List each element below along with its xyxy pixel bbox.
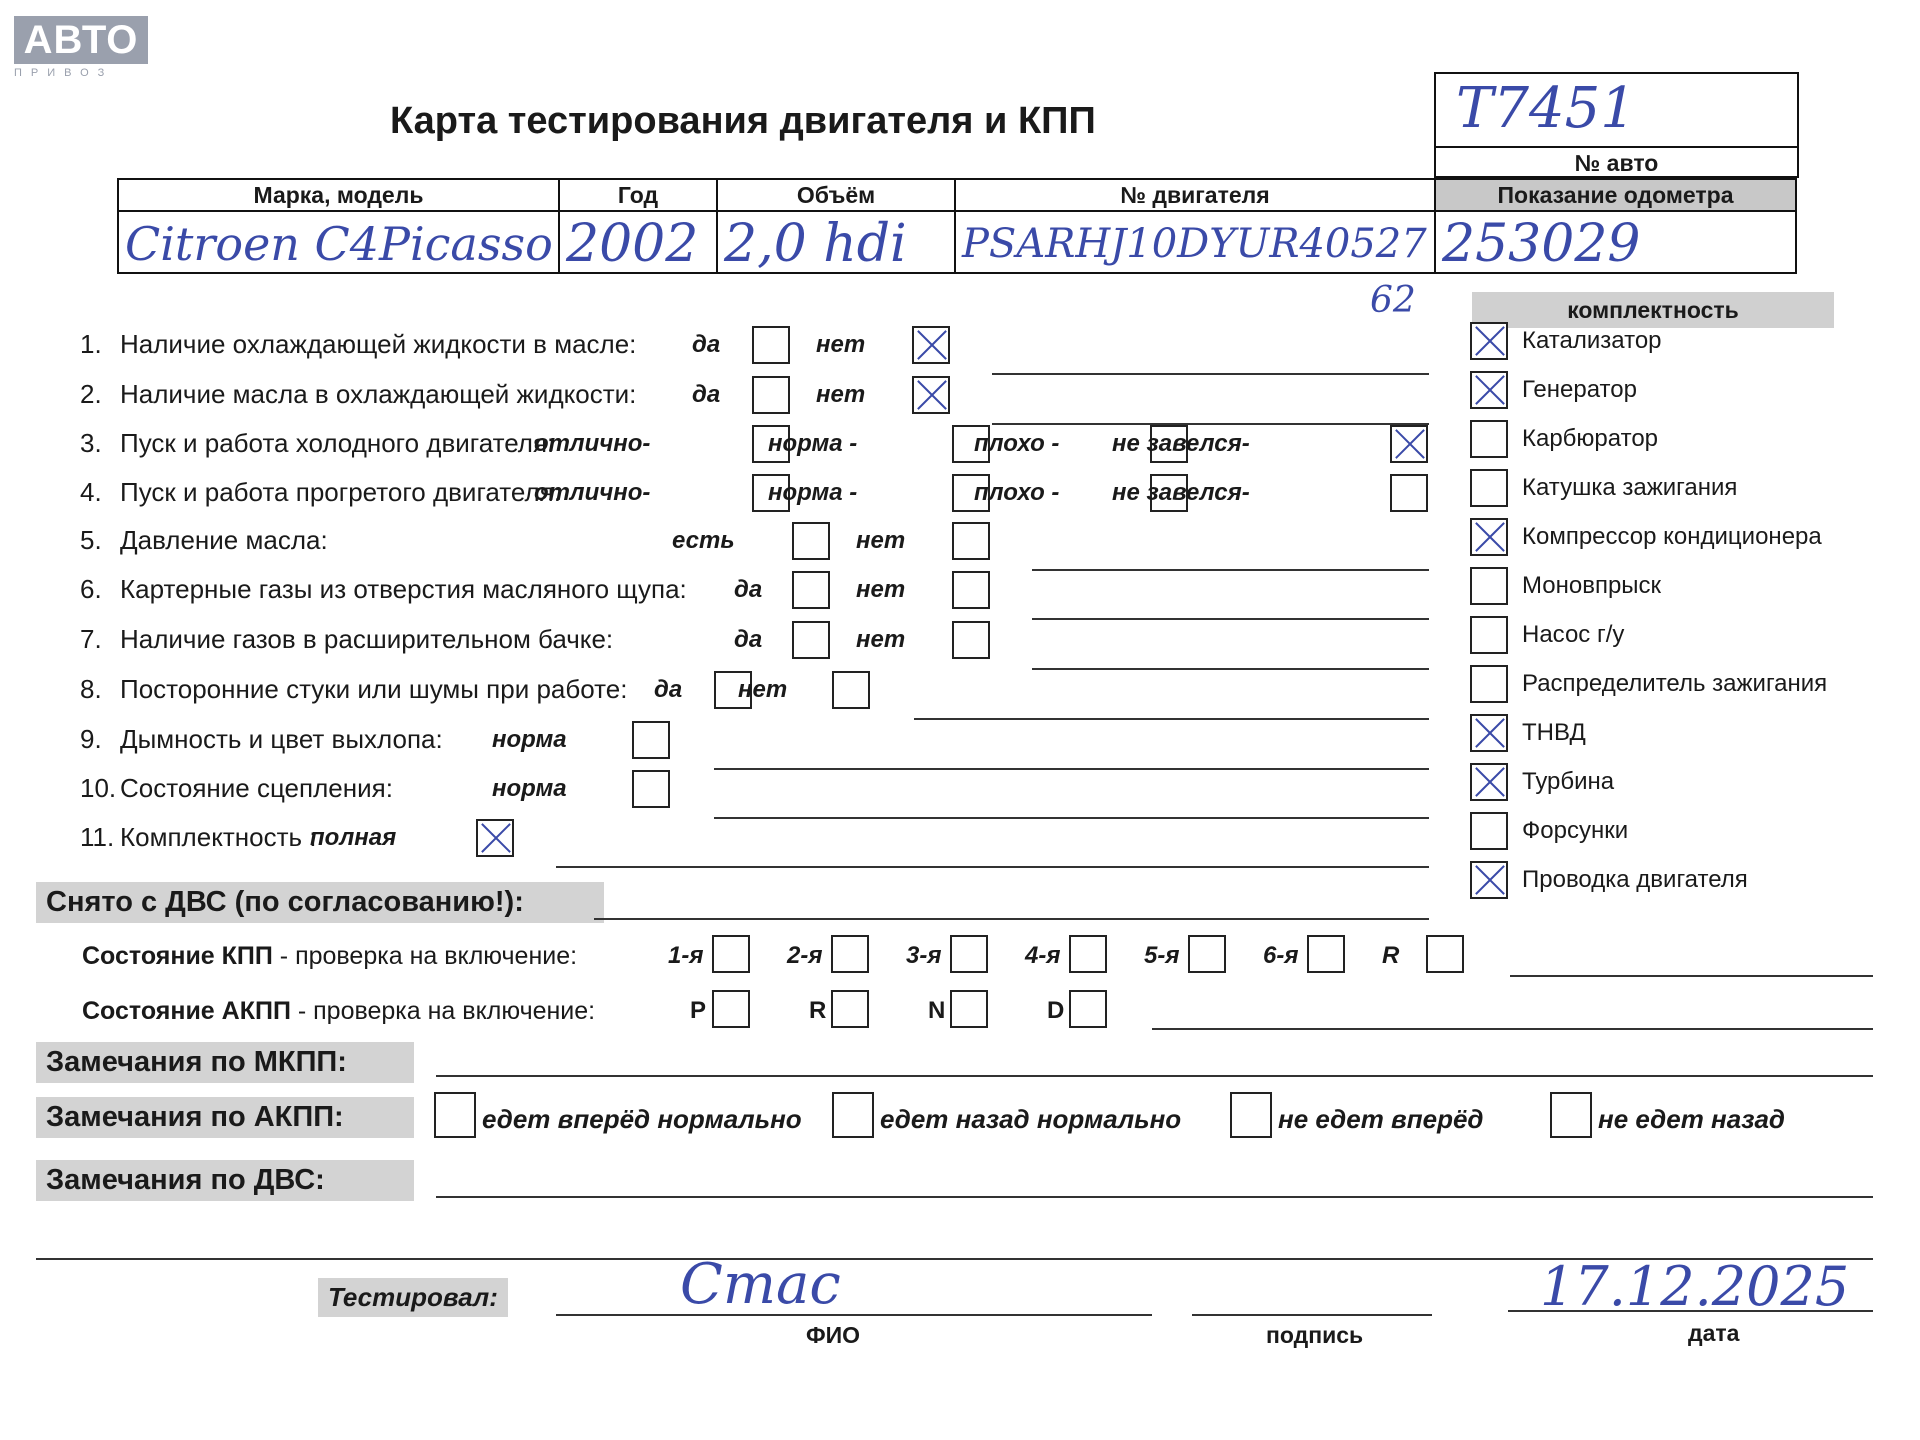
- akpp-label-rest: - проверка на включение:: [290, 997, 596, 1025]
- gear-label: 5-я: [1144, 942, 1180, 969]
- car-number-label: № авто: [1434, 148, 1799, 178]
- checkbox[interactable]: [912, 326, 950, 364]
- gear-label: 2-я: [787, 942, 823, 969]
- kit-checkbox[interactable]: [1470, 322, 1508, 360]
- akpp-remark-option: едет вперёд нормально: [482, 1104, 802, 1134]
- check-number: 3.: [80, 428, 102, 458]
- kit-checkbox[interactable]: [1470, 812, 1508, 850]
- kit-checkbox[interactable]: [1470, 763, 1508, 801]
- checkbox[interactable]: [1390, 425, 1428, 463]
- kit-item-label: Карбюратор: [1522, 425, 1659, 452]
- remarks-dvs-label: Замечания по ДВС:: [36, 1160, 414, 1201]
- engine-number-extra: 62: [1370, 280, 1416, 321]
- check-label: Пуск и работа прогретого двигателя:: [120, 477, 561, 507]
- kit-title: комплектность: [1472, 292, 1834, 328]
- checkbox[interactable]: [476, 819, 514, 857]
- engine-number-column: [956, 180, 1436, 272]
- model-header: Марка, модель: [119, 180, 558, 212]
- year-header: Год: [560, 180, 716, 212]
- kit-item: [1470, 714, 1586, 752]
- logo: [14, 16, 164, 79]
- akpp-remark-checkbox[interactable]: [1230, 1092, 1272, 1138]
- check-option-label: нет: [816, 331, 866, 358]
- page-title: Карта тестирования двигателя и КПП: [390, 100, 1096, 142]
- kit-item-label: Катализатор: [1522, 327, 1662, 354]
- gear-checkbox[interactable]: [1069, 935, 1107, 973]
- check-option-label: норма: [492, 775, 567, 802]
- gear-label: R: [1382, 942, 1400, 969]
- check-label: Картерные газы из отверстия масляного щупа:: [120, 574, 687, 604]
- check-option-label: есть: [672, 527, 735, 554]
- car-number-box: [1434, 72, 1799, 148]
- check-option-label: да: [734, 626, 763, 653]
- logo-subtitle: ПРИВОЗ: [14, 67, 114, 79]
- check-row: [80, 574, 687, 605]
- kpp-label-rest: - проверка на включение:: [272, 942, 578, 970]
- answer-line: [914, 718, 1429, 720]
- mode-checkbox[interactable]: [950, 990, 988, 1028]
- checkbox[interactable]: [632, 770, 670, 808]
- check-label: Состояние сцепления:: [120, 773, 393, 803]
- check-option-label: да: [734, 576, 763, 603]
- check-option-label: плохо -: [974, 430, 1060, 457]
- fio-line: [556, 1314, 1152, 1316]
- remarks-mkpp-label: Замечания по МКПП:: [36, 1042, 414, 1083]
- check-option-label: норма -: [768, 479, 858, 506]
- checkbox[interactable]: [752, 326, 790, 364]
- kit-item-label: Моновпрыск: [1522, 572, 1662, 599]
- check-row: [80, 525, 328, 556]
- gear-checkbox[interactable]: [831, 935, 869, 973]
- kit-checkbox[interactable]: [1470, 469, 1508, 507]
- mode-label: N: [928, 997, 946, 1024]
- kit-item: [1470, 812, 1628, 850]
- tested-date: 17.12.2025: [1540, 1255, 1850, 1318]
- check-option-label: отлично-: [534, 479, 651, 506]
- kit-checkbox[interactable]: [1470, 714, 1508, 752]
- mode-label: P: [690, 997, 707, 1024]
- kit-item: [1470, 567, 1661, 605]
- kit-item: [1470, 616, 1624, 654]
- answer-line: [992, 423, 1429, 425]
- check-number: 11.: [80, 822, 115, 852]
- check-number: 2.: [80, 379, 102, 409]
- engine-number-value: PSARHJ10DYUR40527: [962, 221, 1427, 267]
- sign-caption: подпись: [1266, 1322, 1364, 1348]
- checkbox[interactable]: [1390, 474, 1428, 512]
- akpp-remark-option: не едет вперёд: [1278, 1104, 1484, 1134]
- answer-line: [1032, 618, 1429, 620]
- checkbox[interactable]: [832, 671, 870, 709]
- check-number: 5.: [80, 525, 102, 555]
- odometer-value: 253029: [1442, 214, 1641, 274]
- kit-item: [1470, 518, 1822, 556]
- check-label: Наличие масла в охлаждающей жидкости:: [120, 379, 637, 409]
- gear-checkbox[interactable]: [1426, 935, 1464, 973]
- engine-number-header: № двигателя: [956, 180, 1434, 212]
- logo-text: АВТО: [14, 16, 148, 64]
- check-row: [80, 624, 613, 655]
- model-column: [119, 180, 560, 272]
- check-label: Наличие охлаждающей жидкости в масле:: [120, 329, 637, 359]
- kit-item-label: ТНВД: [1522, 719, 1586, 746]
- kit-item-label: Форсунки: [1522, 817, 1629, 844]
- gear-checkbox[interactable]: [1307, 935, 1345, 973]
- kit-checkbox[interactable]: [1470, 371, 1508, 409]
- mode-label: D: [1047, 997, 1065, 1024]
- check-option-label: нет: [816, 381, 866, 408]
- check-number: 9.: [80, 724, 102, 754]
- volume-column: [718, 180, 956, 272]
- check-row: [80, 773, 393, 804]
- checkbox[interactable]: [752, 376, 790, 414]
- check-option-label: нет: [856, 576, 906, 603]
- kit-checkbox[interactable]: [1470, 518, 1508, 556]
- answer-line: [1032, 668, 1429, 670]
- sign-line: [1192, 1314, 1432, 1316]
- checkbox[interactable]: [952, 522, 990, 560]
- volume-value: 2,0 hdi: [724, 214, 907, 274]
- check-label: Комплектность :: [120, 822, 317, 852]
- mode-checkbox[interactable]: [1069, 990, 1107, 1028]
- checkbox[interactable]: [792, 621, 830, 659]
- kit-item: [1470, 763, 1614, 801]
- remarks-akpp-label: Замечания по АКПП:: [36, 1097, 414, 1138]
- kit-item: [1470, 420, 1658, 458]
- kit-item: [1470, 861, 1748, 899]
- check-option-label: не завелся-: [1112, 479, 1250, 506]
- checkbox[interactable]: [632, 721, 670, 759]
- remarks-mkpp-line: [436, 1075, 1873, 1077]
- check-number: 6.: [80, 574, 102, 604]
- model-value: Citroen C4Picasso: [125, 217, 553, 271]
- odometer-header: Показание одометра: [1436, 180, 1795, 212]
- check-label: Наличие газов в расширительном бачке:: [120, 624, 614, 654]
- removed-line: [594, 918, 1429, 920]
- check-option-label: нет: [856, 626, 906, 653]
- check-option-label: норма -: [768, 430, 858, 457]
- kpp-label: [82, 942, 577, 971]
- check-option-label: полная: [310, 824, 397, 851]
- kit-item-label: Компрессор кондиционера: [1522, 523, 1822, 550]
- check-row: [80, 724, 443, 755]
- kpp-line: [1510, 975, 1873, 977]
- akpp-line: [1152, 1028, 1873, 1030]
- tested-name: Стас: [680, 1252, 841, 1317]
- kit-item-label: Генератор: [1522, 376, 1637, 403]
- check-number: 10.: [80, 773, 117, 803]
- check-number: 4.: [80, 477, 102, 507]
- akpp-remark-checkbox[interactable]: [832, 1092, 874, 1138]
- kit-checkbox[interactable]: [1470, 861, 1508, 899]
- check-option-label: не завелся-: [1112, 430, 1250, 457]
- akpp-remark-checkbox[interactable]: [434, 1092, 476, 1138]
- kit-item-label: Проводка двигателя: [1522, 866, 1748, 893]
- checkbox[interactable]: [792, 571, 830, 609]
- akpp-remark-option: едет назад нормально: [880, 1104, 1182, 1134]
- kit-item-label: Катушка зажигания: [1522, 474, 1738, 501]
- remarks-dvs-line: [436, 1196, 1873, 1198]
- akpp-remark-option: не едет назад: [1598, 1104, 1786, 1134]
- check-row: [80, 477, 561, 508]
- check-row: [80, 674, 627, 705]
- check-label: Пуск и работа холодного двигателя:: [120, 428, 555, 458]
- gear-label: 3-я: [906, 942, 942, 969]
- mode-label: R: [809, 997, 827, 1024]
- answer-line: [1032, 569, 1429, 571]
- check-row: [80, 379, 636, 410]
- answer-line: [714, 817, 1429, 819]
- check-option-label: нет: [856, 527, 906, 554]
- checkbox[interactable]: [792, 522, 830, 560]
- gear-label: 4-я: [1025, 942, 1061, 969]
- check-label: Дымность и цвет выхлопа:: [120, 724, 443, 754]
- kit-checkbox[interactable]: [1470, 567, 1508, 605]
- check-number: 7.: [80, 624, 102, 654]
- kit-item: [1470, 322, 1662, 360]
- removed-label: Снято с ДВС (по согласованию!):: [36, 882, 604, 923]
- check-row: [80, 329, 636, 360]
- kit-item: [1470, 665, 1827, 703]
- gear-label: 6-я: [1263, 942, 1299, 969]
- fio-caption: ФИО: [806, 1322, 861, 1348]
- gear-checkbox[interactable]: [712, 935, 750, 973]
- checkbox[interactable]: [952, 621, 990, 659]
- answer-line: [556, 866, 1429, 868]
- check-label: Давление масла:: [120, 525, 328, 555]
- mode-checkbox[interactable]: [712, 990, 750, 1028]
- gear-label: 1-я: [668, 942, 704, 969]
- answer-line: [714, 768, 1429, 770]
- akpp-label: [82, 997, 595, 1026]
- check-row: [80, 428, 554, 459]
- check-row: [80, 822, 317, 853]
- kit-item-label: Насос г/у: [1522, 621, 1625, 648]
- gear-checkbox[interactable]: [950, 935, 988, 973]
- car-number-value: T7451: [1456, 76, 1636, 141]
- check-option-label: да: [654, 676, 683, 703]
- date-caption: дата: [1688, 1320, 1740, 1346]
- check-option-label: нет: [738, 676, 788, 703]
- gear-checkbox[interactable]: [1188, 935, 1226, 973]
- check-label: Посторонние стуки или шумы при работе:: [120, 674, 628, 704]
- kit-item-label: Турбина: [1522, 768, 1615, 795]
- checkbox[interactable]: [952, 571, 990, 609]
- akpp-remark-checkbox[interactable]: [1550, 1092, 1592, 1138]
- kit-checkbox[interactable]: [1470, 616, 1508, 654]
- vehicle-info-table: [117, 178, 1797, 274]
- check-option-label: да: [692, 331, 721, 358]
- year-value: 2002: [566, 214, 699, 274]
- kpp-label-bold: Состояние КПП: [82, 942, 273, 970]
- kit-item-label: Распределитель зажигания: [1522, 670, 1828, 697]
- tested-label: Тестировал:: [318, 1278, 508, 1317]
- mode-checkbox[interactable]: [831, 990, 869, 1028]
- check-option-label: норма: [492, 726, 567, 753]
- check-number: 1.: [80, 329, 102, 359]
- date-line: [1508, 1310, 1873, 1312]
- check-number: 8.: [80, 674, 102, 704]
- kit-item: [1470, 371, 1637, 409]
- check-option-label: отлично-: [534, 430, 651, 457]
- check-option-label: да: [692, 381, 721, 408]
- odometer-column: [1436, 180, 1795, 272]
- check-option-label: плохо -: [974, 479, 1060, 506]
- kit-item: [1470, 469, 1737, 507]
- answer-line: [992, 373, 1429, 375]
- volume-header: Объём: [718, 180, 954, 212]
- kit-checkbox[interactable]: [1470, 420, 1508, 458]
- checkbox[interactable]: [912, 376, 950, 414]
- akpp-label-bold: Состояние АКПП: [82, 997, 291, 1025]
- kit-checkbox[interactable]: [1470, 665, 1508, 703]
- year-column: [560, 180, 718, 272]
